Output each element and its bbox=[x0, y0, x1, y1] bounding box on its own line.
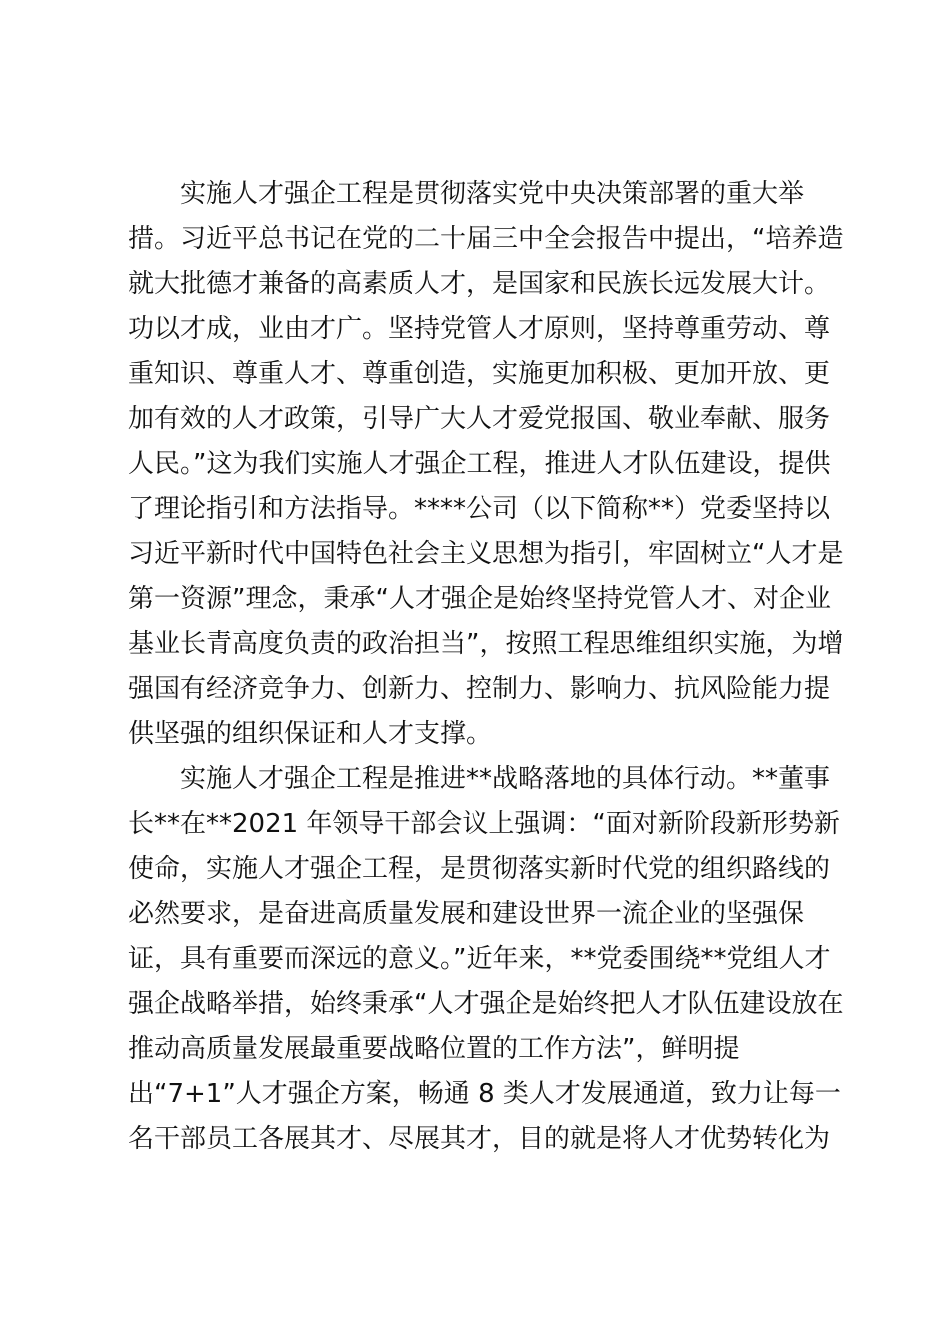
text-line: 人民。”这为我们实施人才强企工程，推进人才队伍建设，提供 bbox=[128, 449, 831, 479]
text-line: 基业长青高度负责的政治担当”，按照工程思维组织实施，为增 bbox=[128, 629, 844, 659]
text-line: 供坚强的组织保证和人才支撑。 bbox=[128, 719, 493, 749]
text-line: 第一资源”理念，秉承“人才强企是始终坚持党管人才、对企业 bbox=[128, 584, 831, 614]
text-line: 措。习近平总书记在党的二十届三中全会报告中提出，“培养造 bbox=[128, 224, 844, 254]
text-line: 使命，实施人才强企工程，是贯彻落实新时代党的组织路线的 bbox=[128, 854, 831, 884]
text-line: 强国有经济竞争力、创新力、控制力、影响力、抗风险能力提 bbox=[128, 674, 831, 704]
paragraph-2 bbox=[128, 757, 844, 1162]
text-line: 加有效的人才政策，引导广大人才爱党报国、敬业奉献、服务 bbox=[128, 404, 831, 434]
body-text bbox=[128, 172, 844, 1162]
text-line: 实施人才强企工程是推进**战略落地的具体行动。**董事 bbox=[180, 764, 831, 794]
text-line: 实施人才强企工程是贯彻落实党中央决策部署的重大举 bbox=[180, 179, 805, 209]
text-line: 推动高质量发展最重要战略位置的工作方法”，鲜明提 bbox=[128, 1034, 740, 1064]
text-line: 证，具有重要而深远的意义。”近年来，**党委围绕**党组人才 bbox=[128, 944, 831, 974]
text-line: 必然要求，是奋进高质量发展和建设世界一流企业的坚强保 bbox=[128, 899, 805, 929]
text-line: 就大批德才兼备的高素质人才，是国家和民族长远发展大计。 bbox=[128, 269, 831, 299]
text-line: 名干部员工各展其才、尽展其才，目的就是将人才优势转化为 bbox=[128, 1124, 831, 1154]
text-line: 长**在**2021 年领导干部会议上强调：“面对新阶段新形势新 bbox=[128, 809, 840, 839]
text-line: 重知识、尊重人才、尊重创造，实施更加积极、更加开放、更 bbox=[128, 359, 831, 389]
text-line: 习近平新时代中国特色社会主义思想为指引，牢固树立“人才是 bbox=[128, 539, 844, 569]
text-line: 了理论指引和方法指导。****公司（以下简称**）党委坚持以 bbox=[128, 494, 831, 524]
text-line: 强企战略举措，始终秉承“人才强企是始终把人才队伍建设放在 bbox=[128, 989, 844, 1019]
paragraph-1 bbox=[128, 172, 844, 757]
text-line: 功以才成，业由才广。坚持党管人才原则，坚持尊重劳动、尊 bbox=[128, 314, 831, 344]
text-line: 出“7+1”人才强企方案，畅通 8 类人才发展通道，致力让每一 bbox=[128, 1079, 841, 1109]
